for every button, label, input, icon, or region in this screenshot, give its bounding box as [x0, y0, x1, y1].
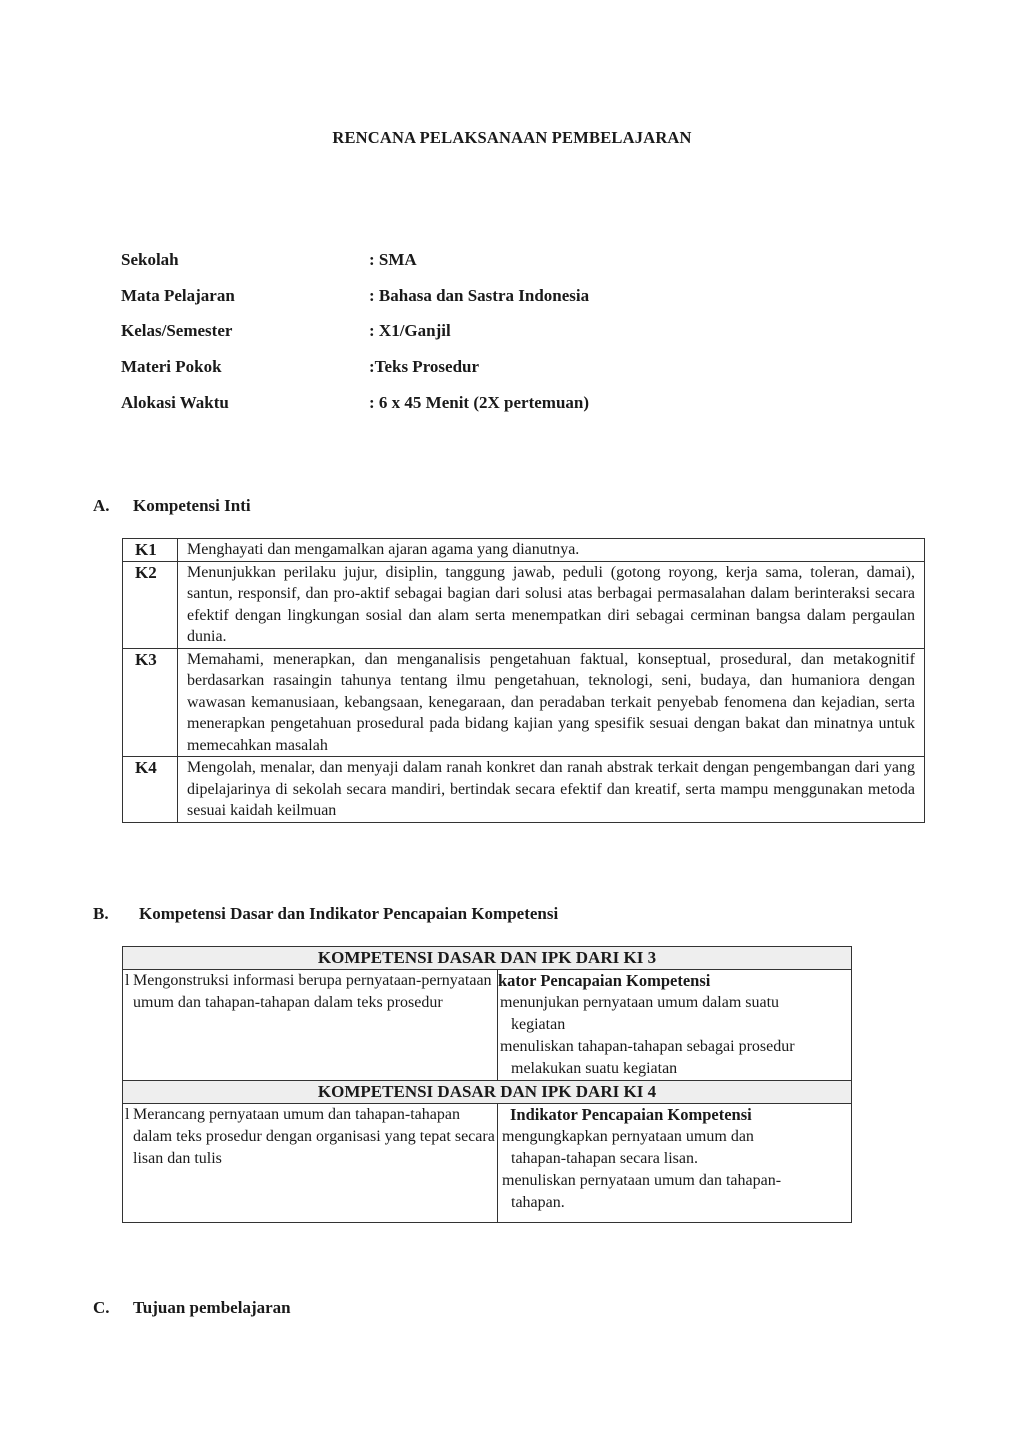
document-title: RENCANA PELAKSANAAN PEMBELAJARAN [332, 128, 692, 147]
ki3-ipk-line: menuliskan tahapan-tahapan sebagai prosedur [500, 1038, 795, 1055]
ki-text: Menunjukkan perilaku jujur, disiplin, tanggung jawab, peduli (gotong royong, kerja sama, toleran, damai), santun, responsif, dan pro-aktif sebagai bagian dari solusi atas berbagai permasalahan dalam berinteraksi secara efektif dengan lingkungan sosial dan alam serta menempatkan diri sebagai cerminan bangsa dalam pergaulan dunia. [178, 561, 925, 648]
identity-value-kelas: : X1/Ganjil [369, 321, 451, 340]
identity-value-sekolah: : SMA [369, 250, 417, 269]
table-row [123, 757, 925, 823]
ki4-header: KOMPETENSI DASAR DAN IPK DARI KI 4 [123, 1081, 852, 1104]
identity-value-materi: :Teks Prosedur [369, 357, 480, 376]
table-row [123, 947, 852, 970]
ki4-ipk-line: mengungkapkan pernyataan umum dan [502, 1128, 754, 1145]
kompetensi-dasar-table [122, 946, 852, 1223]
ki-code: K1 [123, 539, 178, 562]
ki-text: Memahami, menerapkan, dan menganalisis pengetahuan faktual, konseptual, prosedural, dan metakognitif berdasarkan rasaingin tahunya tentang ilmu pengetahuan, teknologi, seni, budaya, dan humaniora dengan wawasan kemanusiaan, kebangsaan, kenegaraan, dan peradaban terkait penyebab fenomena dan kejadian, serta menerapkan pengetahuan prosedural pada bidang kajian yang spesifik sesuai dengan bakat dan minatnya untuk memecahkan masalah [178, 648, 925, 757]
ki-code: K4 [123, 757, 178, 823]
ki4-kd-text: Merancang pernyataan umum dan tahapan-tahapan dalam teks prosedur dengan organisasi yang tepat secara lisan dan tulis [133, 1106, 495, 1167]
ki3-ipk-line: melakukan suatu kegiatan [511, 1060, 678, 1077]
bullet-mark: l [125, 1106, 130, 1123]
ki3-kd-text: Mengonstruksi informasi berupa pernyataan-pernyataan umum dan tahapan-tahapan dalam teks prosedur [133, 972, 492, 1011]
ki4-ipk-cell [498, 1104, 852, 1223]
ki4-kd-cell [123, 1104, 498, 1223]
section-a-letter: A. [93, 496, 110, 515]
ki4-ipk-heading: Indikator Pencapaian Kompetensi [510, 1105, 752, 1124]
table-row [123, 1104, 852, 1223]
identity-label-alokasi: Alokasi Waktu [121, 393, 229, 412]
section-b-heading: Kompetensi Dasar dan Indikator Pencapaian Kompetensi [139, 904, 559, 923]
table-row [123, 970, 852, 1081]
ki3-ipk-line: kegiatan [511, 1016, 566, 1033]
bullet-mark: l [125, 972, 130, 989]
table-row [123, 561, 925, 648]
ki4-ipk-line: tahapan. [511, 1194, 565, 1211]
section-c-letter: C. [93, 1298, 110, 1317]
section-b-letter: B. [93, 904, 109, 923]
identity-label-kelas: Kelas/Semester [121, 321, 233, 340]
ki3-ipk-line: menunjukan pernyataan umum dalam suatu [500, 994, 780, 1011]
ki4-ipk-line: tahapan-tahapan secara lisan. [511, 1150, 699, 1167]
ki3-ipk-heading: kator Pencapaian Kompetensi [498, 971, 711, 990]
ki-text: Menghayati dan mengamalkan ajaran agama yang dianutnya. [178, 539, 925, 562]
identity-label-mata-pelajaran: Mata Pelajaran [121, 286, 235, 305]
ki4-ipk-line: menuliskan pernyataan umum dan tahapan- [502, 1172, 782, 1189]
identity-value-mata-pelajaran: : Bahasa dan Sastra Indonesia [369, 286, 590, 305]
ki3-header: KOMPETENSI DASAR DAN IPK DARI KI 3 [123, 947, 852, 970]
table-row [123, 539, 925, 562]
ki-code: K2 [123, 561, 178, 648]
identity-label-materi: Materi Pokok [121, 357, 222, 376]
identity-value-alokasi: : 6 x 45 Menit (2X pertemuan) [369, 393, 590, 412]
table-row [123, 1081, 852, 1104]
ki-text: Mengolah, menalar, dan menyaji dalam ranah konkret dan ranah abstrak terkait dengan pengembangan dari yang dipelajarinya di sekolah secara mandiri, bertindak secara efektif dan kreatif, serta mampu menggunakan metoda sesuai kaidah keilmuan [178, 757, 925, 823]
section-a-heading: Kompetensi Inti [133, 496, 251, 515]
identity-label-sekolah: Sekolah [121, 250, 179, 269]
ki3-ipk-cell [498, 970, 852, 1081]
kompetensi-inti-table [122, 538, 925, 823]
section-c-heading: Tujuan pembelajaran [133, 1298, 291, 1317]
ki-code: K3 [123, 648, 178, 757]
table-row [123, 648, 925, 757]
ki3-kd-cell [123, 970, 498, 1081]
